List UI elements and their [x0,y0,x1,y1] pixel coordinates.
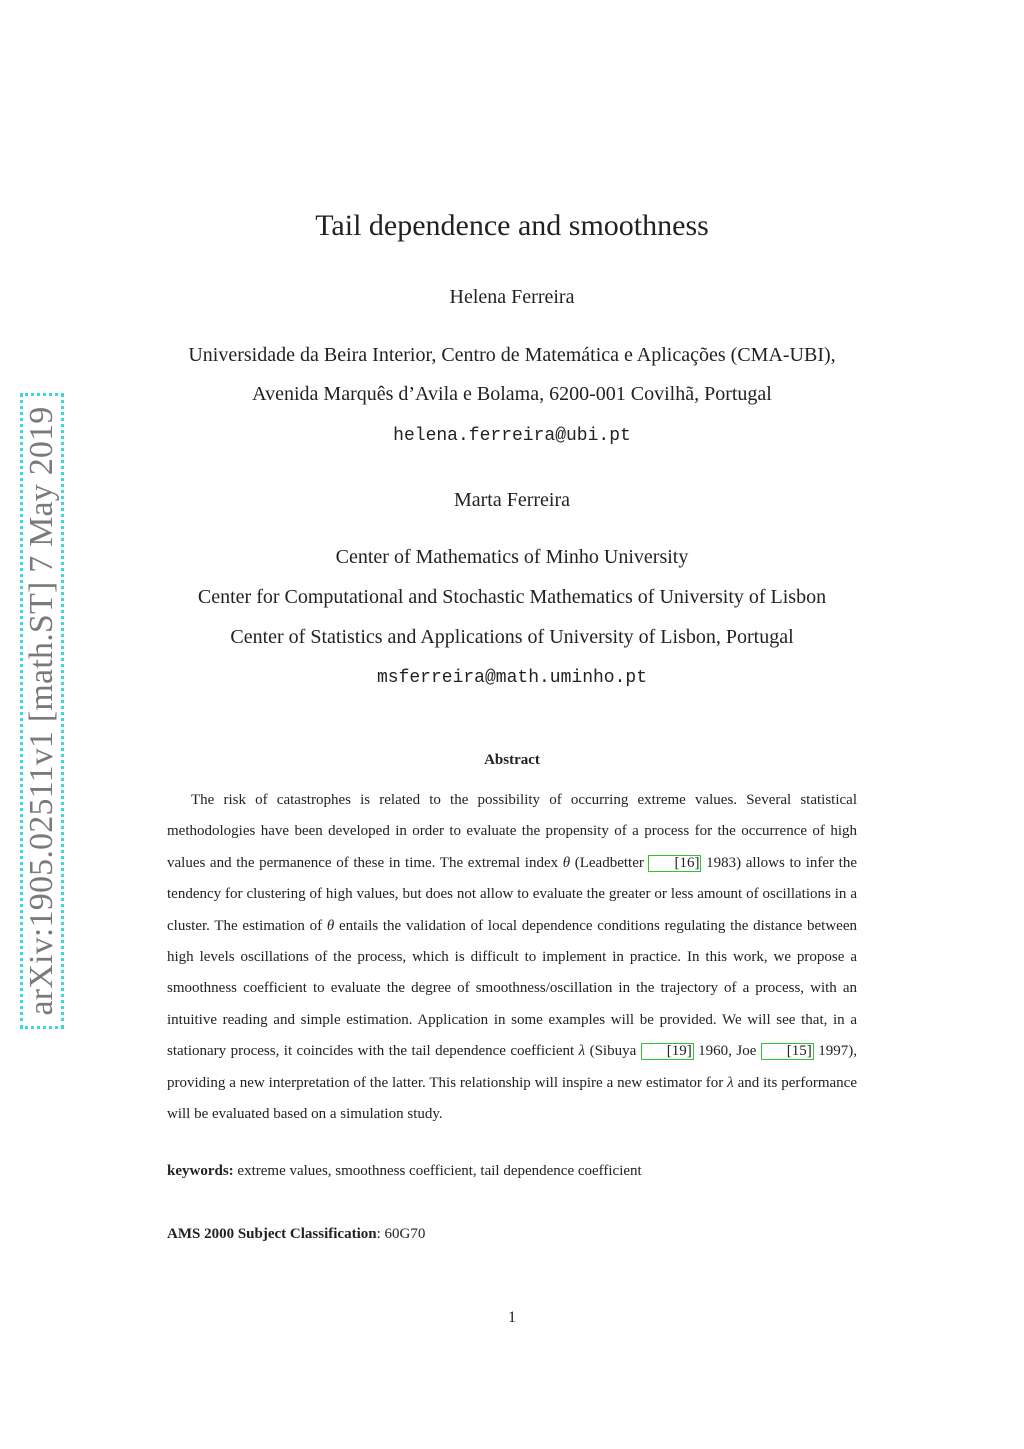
abstract-text: entails the validation of local dependence conditions regulating the distance between high levels oscillations of the process, which is difficult to implement in practice. In this work, we propose a smoothness coefficient to evaluate the degree of smoothness/oscillation in the trajectory of a process, with an intuitive reading and simple estimation. Application in some examples will be provided. We will see that, in a stationary process, it coincides with the tail dependence coefficient [167,917,857,1060]
abstract-text: and its performance will be evaluated based on a simulation study. [167,1074,857,1123]
abstract-heading: Abstract [484,752,540,768]
abstract-body [167,785,857,1130]
abstract-text: (Sibuya [585,1043,641,1060]
abstract-text: The risk of catastrophes is related to the possibility of occurring extreme values. Several statistical methodologies have been developed in order to evaluate the propensity of a process for the occurrence of high values and the permanence of these in time. The extremal index [167,792,857,871]
abstract-text: 1960, Joe [693,1043,761,1060]
author-name: Marta Ferreira [453,489,571,511]
paper-title: Tail dependence and smoothness [315,209,709,242]
author-affiliation-line: Center of Mathematics of Minho University [335,546,689,568]
keywords-line [167,1163,642,1180]
ams-classification-line [167,1226,425,1243]
author-affiliation-line: Center of Statistics and Applications of University of Lisbon, Portugal [230,626,794,648]
ams-code: : 60G70 [376,1226,426,1242]
author-email[interactable]: helena.ferreira@ubi.pt [393,426,631,446]
abstract-text: 1983) allows to infer the tendency for clustering of high values, but does not allow to evaluate the greater or less amount of oscillations in a cluster. The estimation of [167,854,857,934]
theta-symbol: θ [326,917,335,934]
arxiv-identifier[interactable]: arXiv:1905.02511v1 [math.ST] 7 May 2019 [23,406,60,1016]
citation-link[interactable]: [15] [761,1043,814,1060]
author-affiliation-line: Center for Computational and Stochastic Mathematics of University of Lisbon [197,586,827,608]
citation-link[interactable]: [19] [641,1043,694,1060]
theta-symbol: θ [562,854,571,871]
lambda-symbol: λ [578,1043,586,1060]
keywords-label: keywords: [167,1163,234,1179]
keywords-text: extreme values, smoothness coefficient, tail dependence coefficient [233,1163,642,1179]
abstract-text: 1997), providing a new interpretation of the latter. This relationship will inspire a new estimator for [167,1043,857,1091]
lambda-symbol: λ [727,1074,734,1091]
author-affiliation-line: Universidade da Beira Interior, Centro de Matemática e Aplicações (CMA-UBI), [188,344,836,366]
citation-link[interactable]: [16] [648,855,701,872]
author-email[interactable]: msferreira@math.uminho.pt [376,668,648,688]
author-affiliation-line: Avenida Marquês d’Avila e Bolama, 6200-001 Covilhã, Portugal [252,383,772,405]
page-number: 1 [508,1309,516,1326]
author-name: Helena Ferreira [449,286,575,308]
abstract-text: (Leadbetter [570,854,649,871]
ams-label: AMS 2000 Subject Classification [167,1226,377,1242]
